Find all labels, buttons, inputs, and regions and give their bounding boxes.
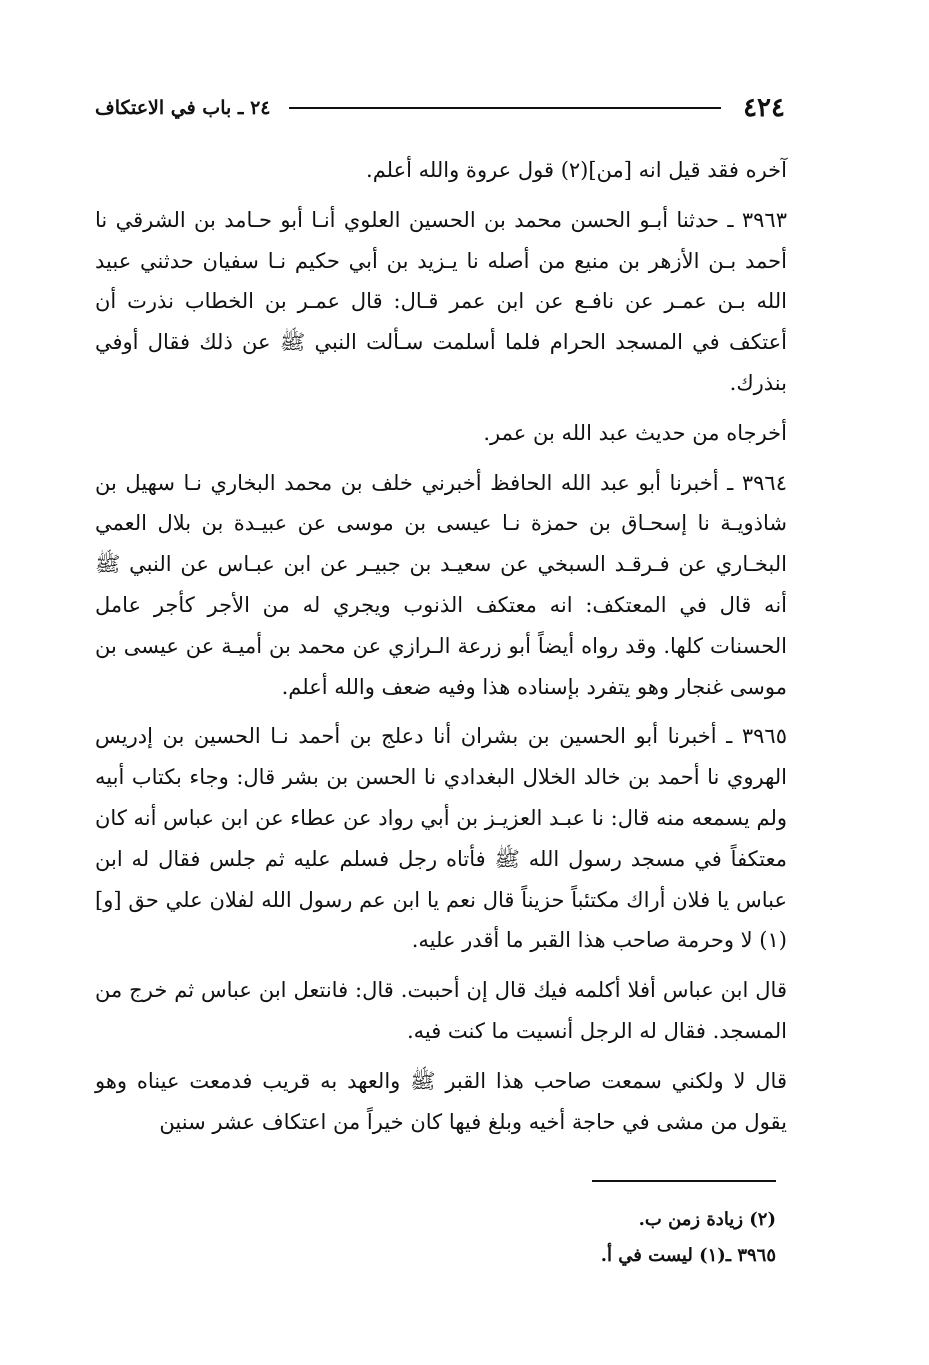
header-rule (289, 107, 722, 109)
paragraph: أخرجاه من حديث عبد الله بن عمر. (483, 420, 787, 445)
body-text (95, 150, 787, 1151)
paragraph: ٣٩٦٥ ـ أخبرنا أبو الحسين بن بشران أنا دعلج بن أحمد نـا الحسين بن إدريس الهروي نا أحمد بن خالد الخلال البغدادي نا الحسن بن بشر قال: وجاء بكتاب أبيه ولم يسمعه منه قال: نا عبـد العزيـز بن أبي رواد عن عطاء عن ابن عباس أنه كان معتكفاً في مسجد رسول الله ﷺ فأتاه رجل فسلم عليه ثم جلس فقال له ابن عباس يا فلان أراك مكتئباً حزيناً قال نعم يا ابن عم رسول الله لفلان علي حق [و](١) لا وحرمة صاحب هذا القبر ما أقدر عليه. (95, 724, 787, 953)
footnote: ٣٩٦٥ ـ(١) ليست في أ. (600, 1245, 776, 1266)
paragraph: قال ابن عباس أفلا أكلمه فيك قال إن أحببت. قال: فانتعل ابن عباس ثم خرج من المسجد. فقال له الرجل أنسيت ما كنت فيه. (95, 978, 787, 1043)
paragraph: قال لا ولكني سمعت صاحب هذا القبر ﷺ والعهد به قريب فدمعت عيناه وهو يقول من مشى في حاجة أخيه وبلغ فيها كان خيراً من اعتكاف عشر سنين (95, 1068, 787, 1134)
page-number: ٤٢٤ (743, 93, 785, 123)
footnote: (٢) زيادة زمن ب. (638, 1209, 776, 1230)
page-header (95, 88, 785, 128)
paragraph: ٣٩٦٤ ـ أخبرنا أبو عبد الله الحافظ أخبرني خلف بن محمد البخاري نـا سهيل بن شاذويـة نا إسحـاق بن حمزة نـا عيسى بن موسى عن عبيـدة بن بلال العمي البخـاري عن فـرقـد السبخي عن سعيـد بن جبيـر عن ابن عبـاس عن النبي ﷺ أنه قال في المعتكف: انه معتكف الذنوب ويجري له من الأجر كأجر عامل الحسنات كلها. وقد رواه أيضاً أبو زرعة الـرازي عن محمد بن أميـة عن عيسى بن موسى غنجار وهو يتفرد بإسناده هذا وفيه ضعف والله أعلم. (95, 470, 787, 699)
running-title: ٢٤ ـ باب في الاعتكاف (95, 97, 271, 119)
footnotes (176, 1202, 776, 1274)
paragraph: آخره فقد قيل انه [من](٢) قول عروة والله أعلم. (366, 158, 787, 182)
paragraph: ٣٩٦٣ ـ حدثنا أبـو الحسن محمد بن الحسين العلوي أنـا أبو حـامد بن الشرقي نا أحمد بـن الأزهر بن منيع من أصله نا يـزيد بن أبي حكيم نـا سفيان حدثني عبيد الله بـن عمـر عن نافـع عن ابن عمر قـال: قال عمـر بن الخطاب نذرت أن أعتكف في المسجد الحرام فلما أسلمت سـألت النبي ﷺ عن ذلك فقال أوفي بنذرك. (95, 207, 787, 395)
footnote-rule (592, 1180, 776, 1182)
